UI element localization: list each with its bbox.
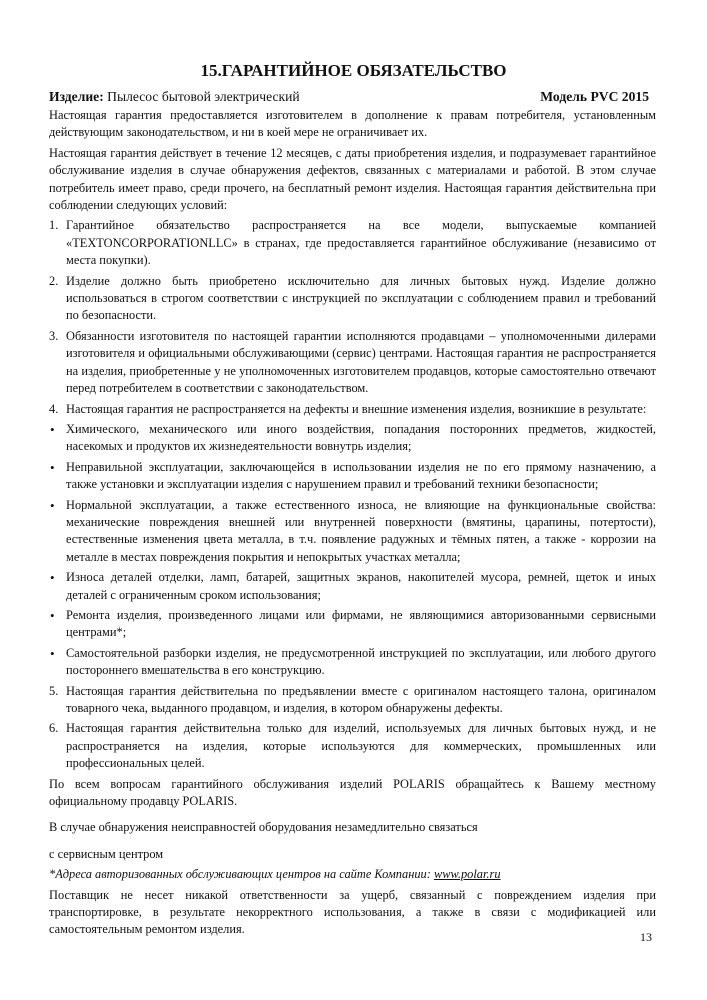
condition-number: 6.	[49, 721, 59, 736]
exclusion-item	[49, 497, 656, 567]
condition-item	[49, 720, 656, 772]
condition-text: Обязанности изготовителя по настоящей гарантии исполняются продавцами – уполномоченными дилерами изготовителя и официальными обслуживающими (сервис) центрами. Настоящая гарантия не распространяется на изделия, приобретенные у не уполномоченных изготовителем продавцов, которые самостоятельно отвечают перед потребителем в соответствии с законодательством.	[66, 328, 656, 396]
page-number: 13	[640, 930, 652, 944]
exclusion-text: Нормальной эксплуатации, а также естественного износа, не влияющие на функциональные свойства: механические повреждения внешней или внутренней поверхности (вмятины, царапины, потертости), естественные изменения цвета металла, в т.ч. появление радужных и тёмных пятен, а также - коррозии на металле в местах повреждения покрытия и непокрытых участках металла;	[66, 497, 656, 564]
condition-item	[49, 401, 656, 418]
product-label: Изделие:	[49, 89, 104, 104]
exclusion-text: Неправильной эксплуатации, заключающейся в использовании изделия не по его прямому назначению, а также установки и эксплуатации изделия с нарушением правил и требований техники безопасности;	[66, 459, 656, 492]
page-title: 15.ГАРАНТИЙНОЕ ОБЯЗАТЕЛЬСТВО	[200, 61, 507, 80]
condition-number: 4.	[49, 401, 59, 416]
condition-item	[49, 217, 656, 269]
condition-number: 1.	[49, 218, 59, 233]
condition-number: 2.	[49, 273, 59, 288]
disclaimer-paragraph: Поставщик не несет никакой ответственности за ущерб, связанный с повреждением изделия при транспортировке, в результате некорректного использования, а также в связи с модификацией или самостоятельным ремонтом изделия.	[49, 887, 656, 937]
product-line	[49, 88, 649, 106]
exclusion-text: Самостоятельной разборки изделия, не предусмотренной инструкцией по эксплуатации, или любого другого постороннего вмешательства в его конструкцию.	[66, 645, 656, 678]
website-link[interactable]: www.polar.ru	[433, 867, 501, 882]
condition-text: Настоящая гарантия действительна по предъявлении вместе с оригиналом настоящего талона, оригиналом товарного чека, выданного продавцом, и изделия, в котором обнаружены дефекты.	[66, 683, 656, 715]
exclusion-item	[49, 607, 656, 642]
condition-item	[49, 328, 656, 398]
intro-paragraph: Настоящая гарантия действует в течение 12 месяцев, с даты приобретения изделия, и подразумевает гарантийное обслуживание изделия в случае обнаружения дефектов, связанных с материалами и работой. В этом случае потребитель имеет право, среди прочего, на бесплатный ремонт изделия. Настоящая гарантия действительна при соблюдении следующих условий:	[49, 145, 656, 213]
exclusion-text: Ремонта изделия, произведенного лицами или фирмами, не являющимися авторизованными сервисными центрами*;	[66, 607, 656, 640]
bullet-icon: •	[50, 607, 55, 623]
condition-item	[49, 273, 656, 325]
bullet-icon: •	[50, 421, 55, 437]
conditions-list	[49, 217, 656, 417]
exclusion-item	[49, 421, 656, 456]
contact-paragraph: По всем вопросам гарантийного обслуживания изделий POLARIS обращайтесь к Вашему местному официальному продавцу POLARIS.	[49, 776, 656, 809]
bullet-icon: •	[50, 645, 55, 661]
condition-text: Настоящая гарантия действительна только для изделий, используемых для личных бытовых нужд, и не распространяется на изделия, которые используются для коммерческих, промышленных или профессиональных целей.	[66, 721, 656, 771]
condition-text: Настоящая гарантия не распространяется на дефекты и внешние изменения изделия, возникшие в результате:	[66, 401, 647, 416]
condition-text: Гарантийное обязательство распространяется на все модели, выпускаемые компанией «TEXTONCORPORATIONLLC» в странах, где предоставляется гарантийное обслуживание (независимо от места покупки).	[66, 218, 656, 268]
exclusion-item	[49, 645, 656, 680]
footnote-text: *Адреса авторизованных обслуживающих центров на сайте Компании:	[49, 867, 434, 882]
exclusion-item	[49, 569, 656, 604]
exclusion-text: Износа деталей отделки, ламп, батарей, защитных экранов, накопителей мусора, ремней, щеток и иных деталей с ограниченным сроком использования;	[66, 570, 656, 602]
bullet-icon: •	[50, 497, 55, 513]
bullet-icon: •	[50, 459, 55, 475]
exclusion-item	[49, 459, 656, 494]
exclusions-list	[49, 421, 656, 680]
bullet-icon: •	[50, 570, 55, 586]
exclusion-text: Химического, механического или иного воздействия, попадания посторонних предметов, жидкостей, насекомых и продуктов их жизнедеятельности вовнутрь изделия;	[66, 421, 656, 454]
condition-text: Изделие должно быть приобретено исключительно для личных бытовых нужд. Изделие должно использоваться в строгом соответствии с инструкцией по эксплуатации с соблюдением правил и требований по безопасности.	[66, 273, 656, 323]
malfunction-paragraph: В случае обнаружения неисправностей оборудования незамедлительно связаться	[49, 820, 478, 835]
service-paragraph: с сервисным центром	[49, 846, 164, 861]
product-value: Пылесос бытовой электрический	[107, 89, 300, 104]
conditions-list-continued	[49, 683, 656, 773]
condition-number: 5.	[49, 683, 59, 698]
warranty-body	[49, 107, 656, 942]
intro-paragraph: Настоящая гарантия предоставляется изготовителем в дополнение к правам потребителя, установленным действующим законодательством, и ни в коей мере не ограничивает их.	[49, 108, 656, 140]
condition-number: 3.	[49, 328, 59, 343]
product-model: Модель PVC 2015	[540, 89, 649, 104]
condition-item	[49, 683, 656, 718]
footnote	[49, 866, 656, 883]
